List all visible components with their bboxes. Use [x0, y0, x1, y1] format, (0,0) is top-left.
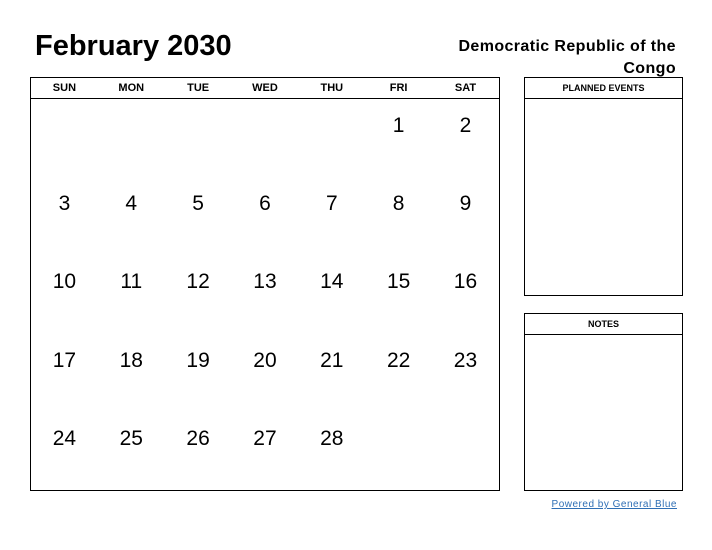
day-cell: 16: [453, 270, 478, 294]
day-cell: [298, 99, 365, 177]
day-cell: [98, 99, 165, 177]
day-cell: 2: [459, 114, 472, 137]
day-cell: 20: [253, 348, 277, 372]
week-row: [31, 99, 499, 177]
day-cell: 5: [192, 192, 204, 216]
day-cell: 8: [392, 192, 405, 216]
day-cell: 4: [125, 192, 138, 216]
weekday-thu: THU: [320, 82, 344, 94]
week-row: [31, 177, 499, 255]
weekday-tue: TUE: [187, 82, 210, 94]
day-cell: 14: [320, 270, 344, 294]
country-name: Democratic Republic of the Congo: [458, 38, 676, 77]
day-cell: 1: [392, 114, 405, 137]
day-cell: 9: [459, 192, 472, 216]
planned-events-title: PLANNED EVENTS: [525, 78, 682, 99]
calendar-grid: [30, 77, 500, 491]
day-cell: [165, 99, 232, 177]
weekday-wed: WED: [252, 82, 278, 94]
day-cell: 25: [119, 426, 143, 450]
day-cell: 12: [186, 270, 210, 294]
day-cell: 15: [386, 270, 411, 294]
day-cell: 26: [186, 426, 210, 450]
day-cell: 27: [253, 426, 277, 450]
day-cell: [31, 99, 98, 177]
day-cell: 10: [52, 270, 77, 294]
day-cell: 11: [120, 270, 143, 294]
day-cell: 6: [259, 192, 271, 216]
weekday-sat: SAT: [454, 82, 477, 94]
powered-by-link[interactable]: Powered by General Blue: [551, 499, 677, 510]
calendar-body: [31, 99, 499, 490]
day-cell: 7: [325, 192, 338, 216]
planned-events-box: [524, 77, 683, 296]
day-cell: 13: [253, 270, 277, 294]
notes-box: [524, 313, 683, 491]
day-cell: [365, 412, 432, 490]
day-cell: 23: [453, 348, 478, 372]
weekday-sun: SUN: [52, 82, 77, 94]
weekday-mon: MON: [118, 82, 145, 94]
day-cell: 21: [320, 348, 344, 372]
day-cell: 22: [386, 348, 411, 372]
week-row: [31, 334, 499, 412]
day-cell: 24: [52, 426, 77, 450]
day-cell: 19: [186, 348, 210, 372]
day-cell: 17: [52, 348, 77, 372]
weekday-header: [31, 78, 499, 99]
week-row: [31, 255, 499, 333]
month-title: February 2030: [35, 30, 232, 62]
weekday-fri: FRI: [389, 82, 408, 94]
day-cell: 3: [58, 192, 71, 216]
day-cell: [432, 412, 499, 490]
day-cell: 28: [320, 426, 344, 450]
day-cell: 18: [119, 348, 143, 372]
notes-title: NOTES: [525, 314, 682, 335]
week-row: [31, 412, 499, 490]
day-cell: [232, 99, 299, 177]
